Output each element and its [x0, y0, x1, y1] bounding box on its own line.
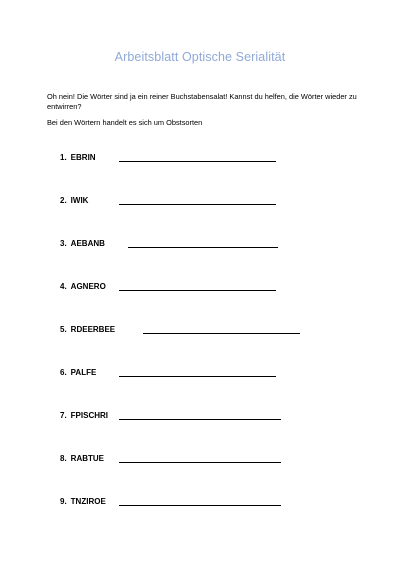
list-item — [60, 325, 115, 337]
answer-line[interactable] — [128, 247, 278, 248]
list-item — [60, 454, 104, 466]
item-number: 4. — [60, 282, 67, 291]
list-item — [60, 153, 96, 165]
item-number: 2. — [60, 196, 67, 205]
scrambled-word: RABTUE — [70, 454, 105, 463]
answer-line[interactable] — [119, 419, 281, 420]
scrambled-word: PALFE — [70, 368, 97, 377]
answer-line[interactable] — [119, 505, 281, 506]
answer-line[interactable] — [119, 290, 276, 291]
answer-line[interactable] — [119, 204, 276, 205]
scrambled-word: RDEERBEE — [70, 325, 116, 334]
scrambled-word: AGNERO — [70, 282, 106, 291]
answer-line[interactable] — [119, 462, 281, 463]
page-title: Arbeitsblatt Optische Serialität — [114, 50, 286, 64]
answer-line[interactable] — [119, 161, 276, 162]
intro-text: Oh nein! Die Wörter sind ja ein reiner Buchstabensalat! Kannst du helfen, die Wörter wieder zu entwirren? — [47, 92, 357, 111]
answer-line[interactable] — [119, 376, 276, 377]
item-number: 6. — [60, 368, 67, 377]
item-number: 1. — [60, 153, 67, 162]
answer-line[interactable] — [143, 333, 300, 334]
item-number: 5. — [60, 325, 67, 334]
list-item — [60, 239, 105, 251]
scrambled-word: EBRIN — [70, 153, 96, 162]
list-item — [60, 282, 106, 294]
scrambled-word: TNZIROE — [70, 497, 106, 506]
list-item — [60, 368, 96, 380]
item-number: 7. — [60, 411, 67, 420]
item-number: 3. — [60, 239, 67, 248]
scrambled-word: IWIK — [70, 196, 89, 205]
list-item — [60, 497, 106, 509]
list-item — [60, 411, 108, 423]
hint-text: Bei den Wörtern handelt es sich um Obstsorten — [47, 118, 203, 127]
scrambled-word: AEBANB — [70, 239, 105, 248]
item-number: 8. — [60, 454, 67, 463]
item-number: 9. — [60, 497, 67, 506]
list-item — [60, 196, 88, 208]
scrambled-word: FPISCHRI — [70, 411, 109, 420]
